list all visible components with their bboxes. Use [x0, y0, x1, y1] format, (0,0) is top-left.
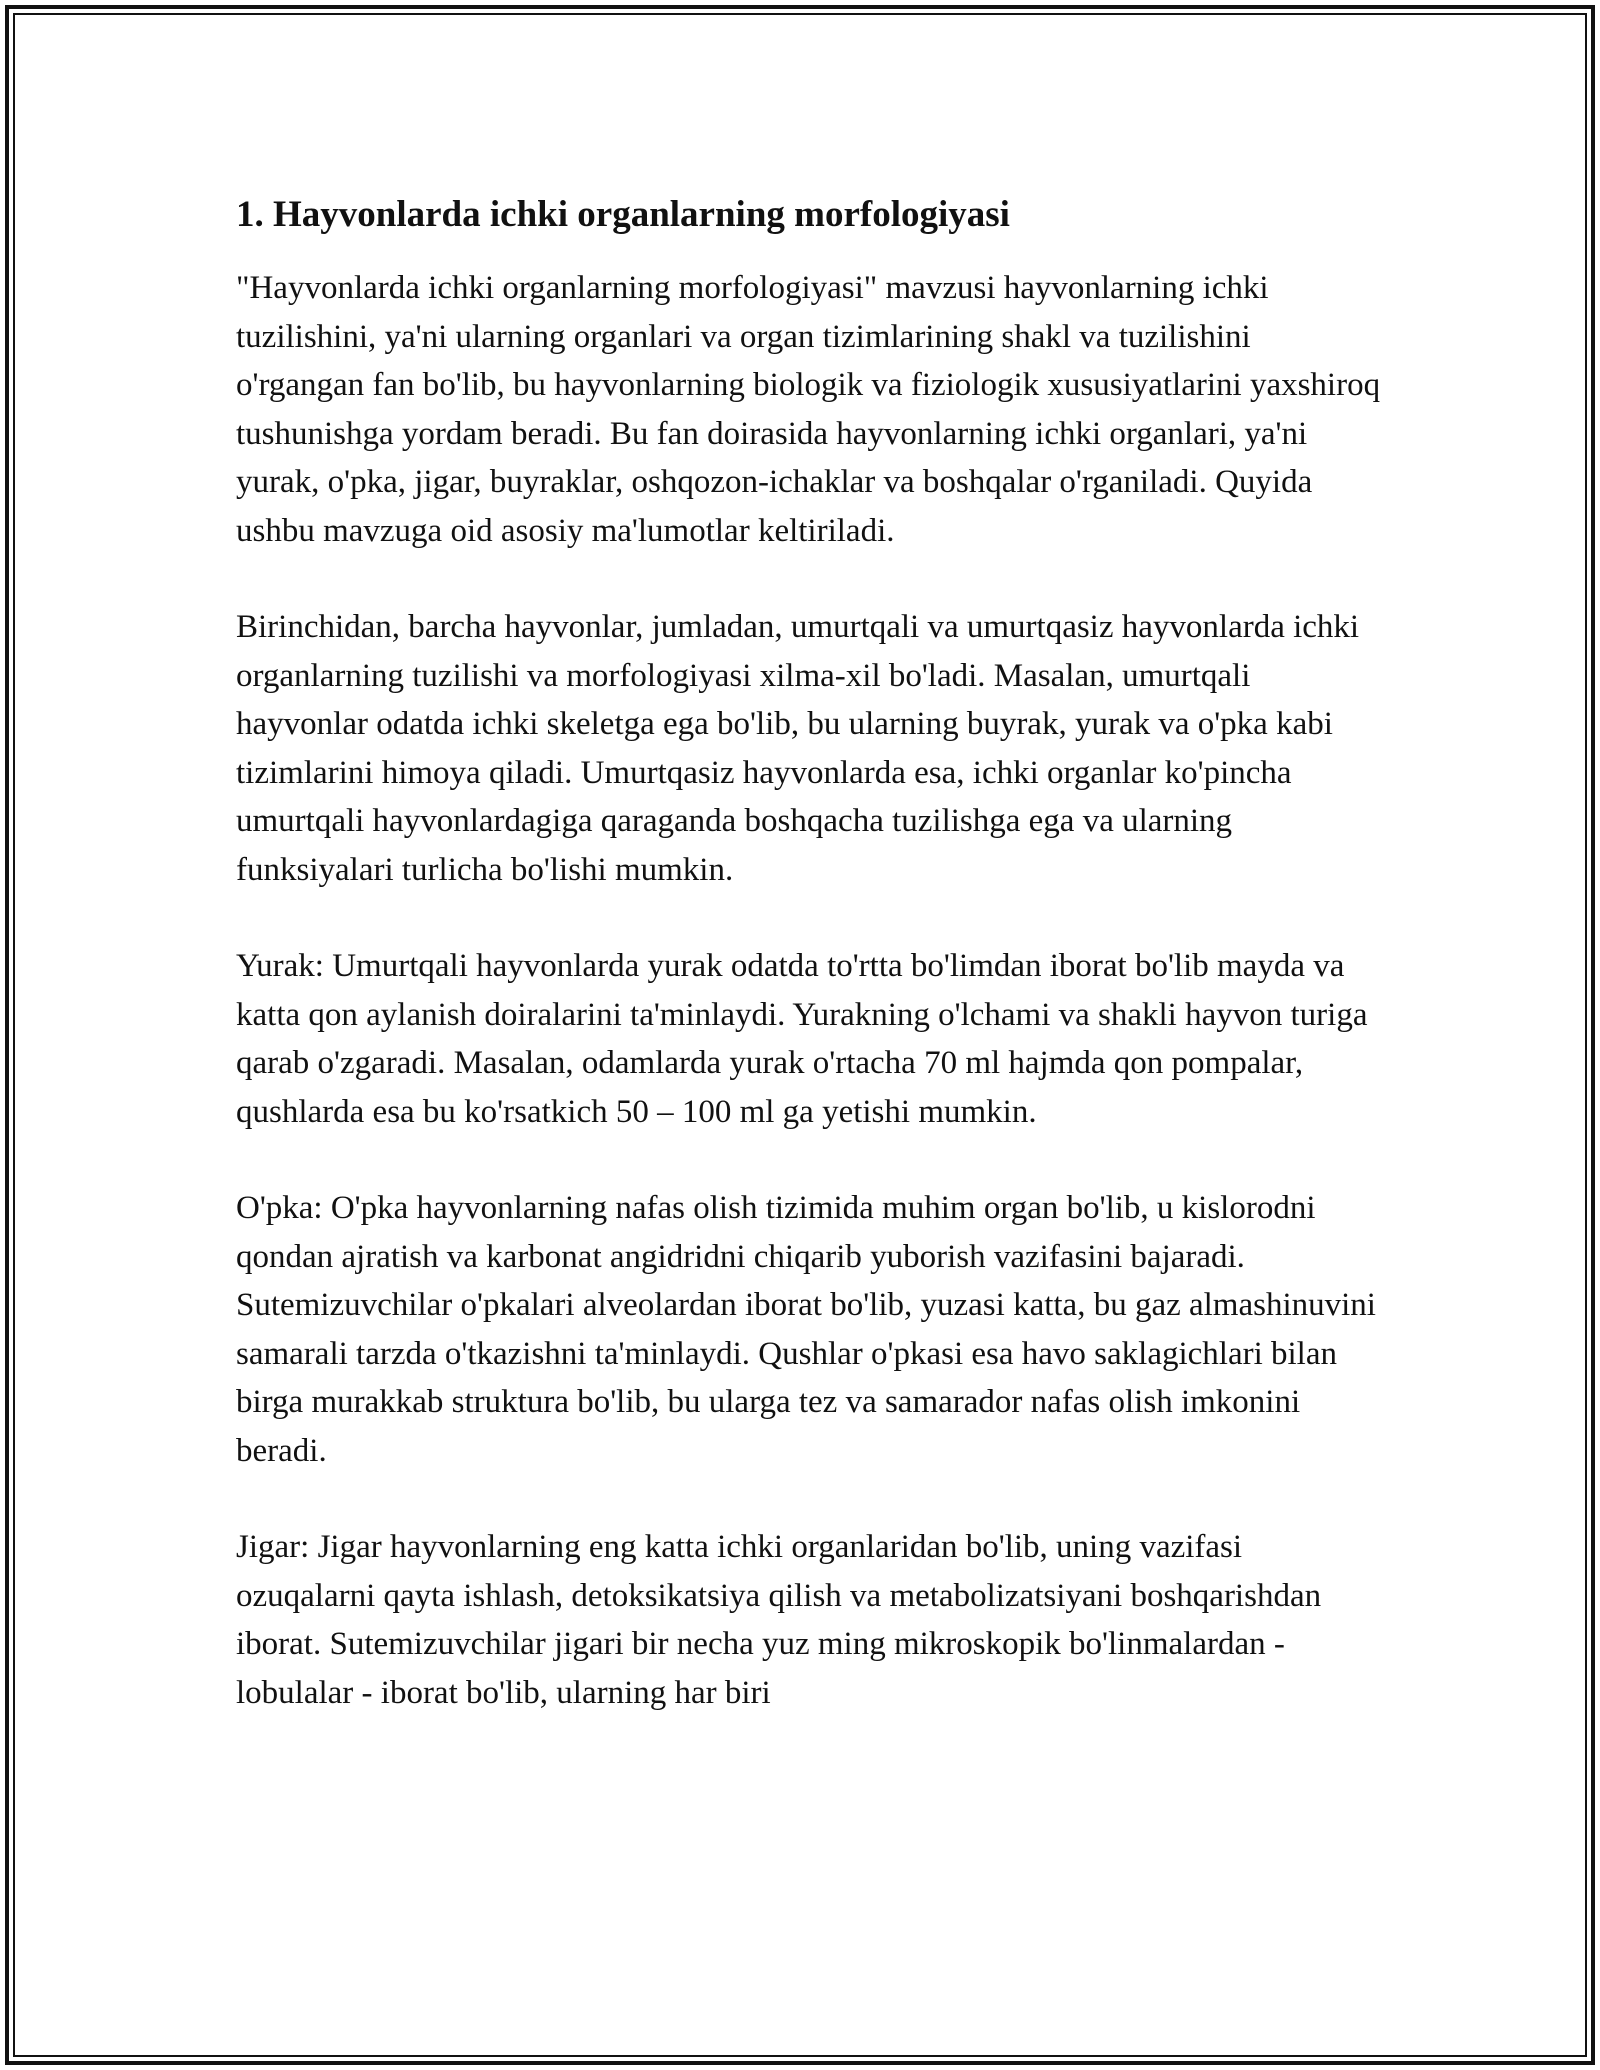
- paragraph-vertebrates: Birinchidan, barcha hayvonlar, jumladan, umurtqali va umurtqasiz hayvonlarda ichki organlarning tuzilishi va morfologiyasi xilma-xil bo'ladi. Masalan, umurtqali hayvonlar odatda ichki skeletga ega bo'lib, bu ularning buyrak, yurak va o'pka kabi tizimlarini himoya qiladi. Umurtqasiz hayvonlarda esa, ichki organlar ko'pincha umurtqali hayvonlardagiga qaraganda boshqacha tuzilishga ega va ularning funksiyalari turlicha bo'lishi mumkin.: [236, 609, 1360, 888]
- paragraph-intro: "Hayvonlarda ichki organlarning morfologiyasi" mavzusi hayvonlarning ichki tuzilishini, ya'ni ularning organlari va organ tizimlarining shakl va tuzilishini o'rgangan fan bo'lib, bu hayvonlarning biologik va fiziologik xususiyatlarini yaxshiroq tushunishga yordam beradi. Bu fan doirasida hayvonlarning ichki organlari, ya'ni yurak, o'pka, jigar, buyraklar, oshqozon-ichaklar va boshqalar o'rganiladi. Quyida ushbu mavzuga oid asosiy ma'lumotlar keltiriladi.: [236, 270, 1381, 549]
- document-body: [236, 186, 1384, 1765]
- paragraph-liver: Jigar: Jigar hayvonlarning eng katta ichki organlaridan bo'lib, uning vazifasi ozuqalarni qayta ishlash, detoksikatsiya qilish va metabolizatsiyani boshqarishdan iborat. Sutemizuvchilar jigari bir necha yuz ming mikroskopik bo'linmalardan - lobulalar - iborat bo'lib, ularning har biri: [236, 1529, 1322, 1711]
- section-heading: 1. Hayvonlarda ichki organlarning morfologiyasi: [236, 194, 1010, 235]
- paragraph-lungs: O'pka: O'pka hayvonlarning nafas olish tizimida muhim organ bo'lib, u kislorodni qondan ajratish va karbonat angidridni chiqarib yuborish vazifasini bajaradi. Sutemizuvchilar o'pkalari alveolardan iborat bo'lib, yuzasi katta, bu gaz almashinuvini samarali tarzda o'tkazishni ta'minlaydi. Qushlar o'pkasi esa havo saklagichlari bilan birga murakkab struktura bo'lib, bu ularga tez va samarador nafas olish imkonini beradi.: [236, 1190, 1376, 1469]
- paragraph-heart: Yurak: Umurtqali hayvonlarda yurak odatda to'rtta bo'limdan iborat bo'lib mayda va katta qon aylanish doiralarini ta'minlaydi. Yurakning o'lchami va shakli hayvon turiga qarab o'zgaradi. Masalan, odamlarda yurak o'rtacha 70 ml hajmda qon pompalar, qushlarda esa bu ko'rsatkich 50 – 100 ml ga yetishi mumkin.: [236, 948, 1368, 1130]
